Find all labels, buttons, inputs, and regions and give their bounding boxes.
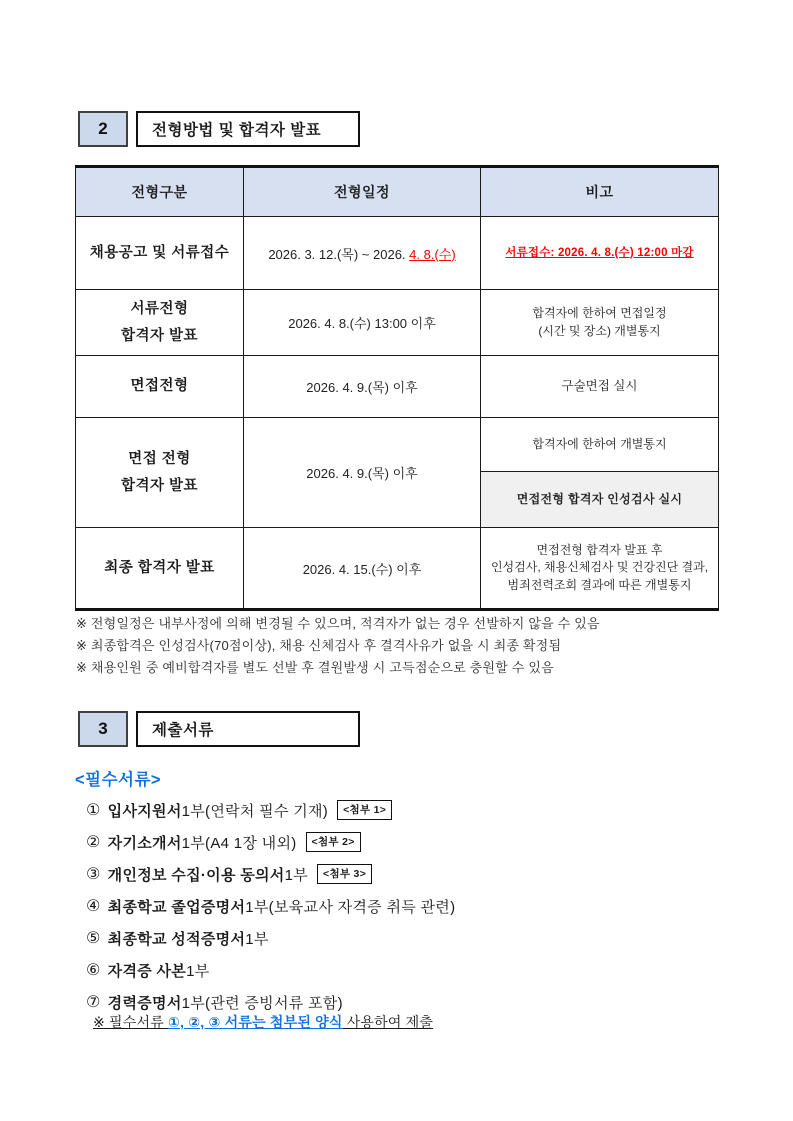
table-footnotes [76, 613, 600, 679]
doc-item-1-name: 입사지원서 [107, 802, 182, 820]
row5-remarks-line1: 면접전형 합격자 발표 후 [536, 542, 663, 557]
table-row-application [76, 217, 719, 290]
doc-item-4-number: ④ [86, 898, 101, 915]
table-row-interview [76, 356, 719, 418]
section-3-title: 제출서류 [136, 711, 360, 747]
row4-schedule: 2026. 4. 9.(목) 이후 [244, 418, 481, 528]
col-header-category: 전형구분 [76, 167, 244, 217]
doc-item-2-detail: 1부(A4 1장 내외) [181, 834, 297, 852]
doc-item-license-copy [86, 954, 726, 986]
required-docs-heading: <필수서류> [75, 771, 162, 789]
doc-item-4-name: 최종학교 졸업증명서 [107, 898, 246, 916]
doc-item-3-detail: 1부 [284, 866, 309, 884]
col-header-remarks: 비고 [481, 167, 719, 217]
selection-schedule-table [75, 165, 719, 611]
row5-remarks [481, 528, 719, 610]
doc-item-1-number: ① [86, 802, 101, 819]
doc-item-graduation-certificate [86, 890, 726, 922]
row1-deadline-highlight: 4. 8.(수) [409, 246, 456, 262]
section-3-header [78, 711, 360, 747]
table-row-document-screening [76, 290, 719, 356]
row4-category [76, 418, 244, 528]
row5-remarks-line3: 범죄전력조회 결과에 따른 개별통지 [507, 577, 692, 592]
doc-item-2-number: ② [86, 834, 101, 851]
doc-item-application-form [86, 794, 726, 826]
row2-category-line1: 서류전형 [130, 300, 189, 317]
doc-item-1-detail: 1부(연락처 필수 기재) [181, 802, 329, 820]
row2-remarks-line1: 합격자에 한하여 면접일정 [532, 306, 667, 320]
attachment-3-tag: <첨부 3> [317, 864, 372, 884]
section-3-number-badge: 3 [78, 711, 128, 747]
required-docs-footnote [93, 1012, 433, 1032]
doc-item-3-number: ③ [86, 866, 101, 883]
doc-item-7-number: ⑦ [86, 994, 101, 1011]
footnote-reserve-candidates: ※ 채용인원 중 예비합격자를 별도 선발 후 결원발생 시 고득점순으로 충원할 수 있음 [76, 660, 554, 675]
doc-item-7-name: 경력증명서 [107, 994, 182, 1012]
doc-item-5-number: ⑤ [86, 930, 101, 947]
col-header-schedule: 전형일정 [244, 167, 481, 217]
footnote-schedule-change: ※ 전형일정은 내부사정에 의해 변경될 수 있으며, 적격자가 없는 경우 선발하지 않을 수 있음 [76, 616, 600, 631]
row1-schedule-text: 2026. 3. 12.(목) ~ 2026. [268, 246, 410, 262]
docs-footnote-prefix: ※ 필수서류 [93, 1014, 169, 1030]
docs-footnote-suffix: 사용하여 제출 [342, 1014, 434, 1030]
footnote-final-confirmation: ※ 최종합격은 인성검사(70점이상), 채용 신체검사 후 결격사유가 없을 시 최종 확정됨 [76, 638, 562, 653]
row5-remarks-line2: 인성검사, 채용신체검사 및 건강진단 결과, [490, 560, 709, 575]
section-2-number-badge: 2 [78, 111, 128, 147]
row1-remarks [481, 217, 719, 290]
doc-item-5-name: 최종학교 성적증명서 [107, 930, 246, 948]
row3-remarks: 구술면접 실시 [481, 356, 719, 418]
doc-item-6-name: 자격증 사본 [107, 962, 187, 980]
row3-category: 면접전형 [76, 356, 244, 418]
doc-item-5-detail: 1부 [245, 930, 269, 948]
table-row-final-result [76, 528, 719, 610]
doc-item-3-name: 개인정보 수집·이용 동의서 [107, 866, 285, 884]
row4-remarks-bottom: 면접전형 합격자 인성검사 실시 [481, 472, 719, 528]
row2-schedule: 2026. 4. 8.(수) 13:00 이후 [244, 290, 481, 356]
row1-deadline-note: 서류접수: 2026. 4. 8.(수) 12:00 마감 [505, 246, 694, 259]
required-docs-list [86, 794, 726, 1018]
table-header-row [76, 167, 719, 217]
row1-schedule [244, 217, 481, 290]
docs-footnote-highlight: ①, ②, ③ 서류는 첨부된 양식 [168, 1014, 343, 1030]
attachment-1-tag: <첨부 1> [337, 800, 392, 820]
doc-item-2-name: 자기소개서 [107, 834, 182, 852]
row3-schedule: 2026. 4. 9.(목) 이후 [244, 356, 481, 418]
doc-item-transcript [86, 922, 726, 954]
doc-item-4-detail: 1부(보육교사 자격증 취득 관련) [245, 898, 456, 916]
row2-remarks-line2: (시간 및 장소) 개별통지 [538, 323, 661, 338]
row5-category: 최종 합격자 발표 [76, 528, 244, 610]
doc-item-self-introduction [86, 826, 726, 858]
section-2-title: 전형방법 및 합격자 발표 [136, 111, 360, 147]
row4-category-line2: 합격자 발표 [120, 477, 199, 494]
row2-remarks [481, 290, 719, 356]
row1-category: 채용공고 및 서류접수 [76, 217, 244, 290]
doc-item-6-detail: 1부 [186, 962, 210, 980]
row2-category [76, 290, 244, 356]
table-row-interview-result [76, 418, 719, 472]
row5-schedule: 2026. 4. 15.(수) 이후 [244, 528, 481, 610]
doc-item-privacy-consent [86, 858, 726, 890]
row4-remarks-top: 합격자에 한하여 개별통지 [481, 418, 719, 472]
row4-category-line1: 면접 전형 [128, 450, 191, 467]
attachment-2-tag: <첨부 2> [306, 832, 361, 852]
row2-category-line2: 합격자 발표 [120, 327, 199, 344]
doc-item-6-number: ⑥ [86, 962, 101, 979]
doc-item-7-detail: 1부(관련 증빙서류 포함) [181, 994, 343, 1012]
section-2-header [78, 111, 360, 147]
